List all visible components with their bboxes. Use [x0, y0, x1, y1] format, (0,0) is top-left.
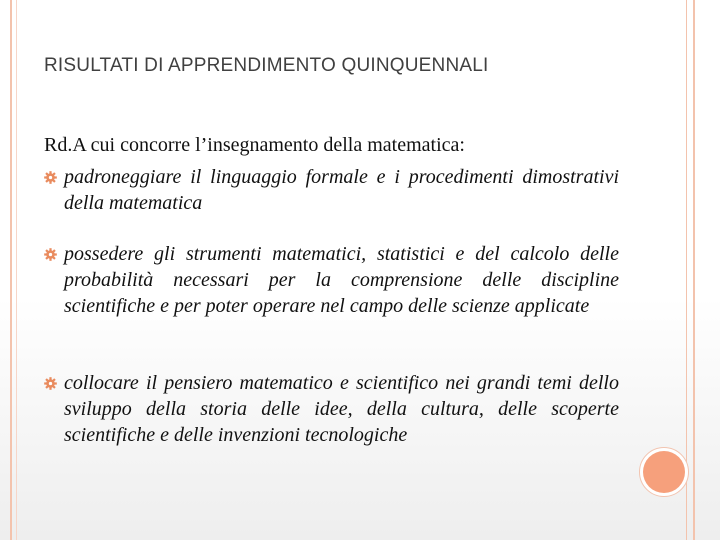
bullet-text: collocare il pensiero matematico e scientifico nei grandi temi dello sviluppo della storia delle idee, della cultura, delle scoperte scientifiche e delle invenzioni tecnologiche	[64, 372, 619, 446]
bullet-text: padroneggiare il linguaggio formale e i procedimenti dimostrativi della matematica	[64, 166, 619, 214]
list-item	[44, 164, 619, 216]
intro-text: Rd.A cui concorre l’insegnamento della matematica:	[44, 134, 465, 156]
bullet-text: possedere gli strumenti matematici, statistici e del calcolo delle probabilità necessari per la comprensione delle discipline scientifiche e per poter operare nel campo delle scienze applicate	[64, 243, 619, 317]
gear-icon	[44, 248, 57, 261]
gear-icon	[44, 171, 57, 184]
gear-icon	[44, 377, 57, 390]
slide-border-left	[10, 0, 12, 540]
decorative-circle	[643, 451, 685, 493]
slide-title: RISULTATI DI APPRENDIMENTO QUINQUENNALI	[44, 55, 489, 76]
list-item	[44, 370, 619, 448]
slide-border-left-inner	[16, 0, 17, 540]
list-item	[44, 241, 619, 319]
slide-border-right	[693, 0, 695, 540]
slide-border-right-inner	[686, 0, 687, 540]
